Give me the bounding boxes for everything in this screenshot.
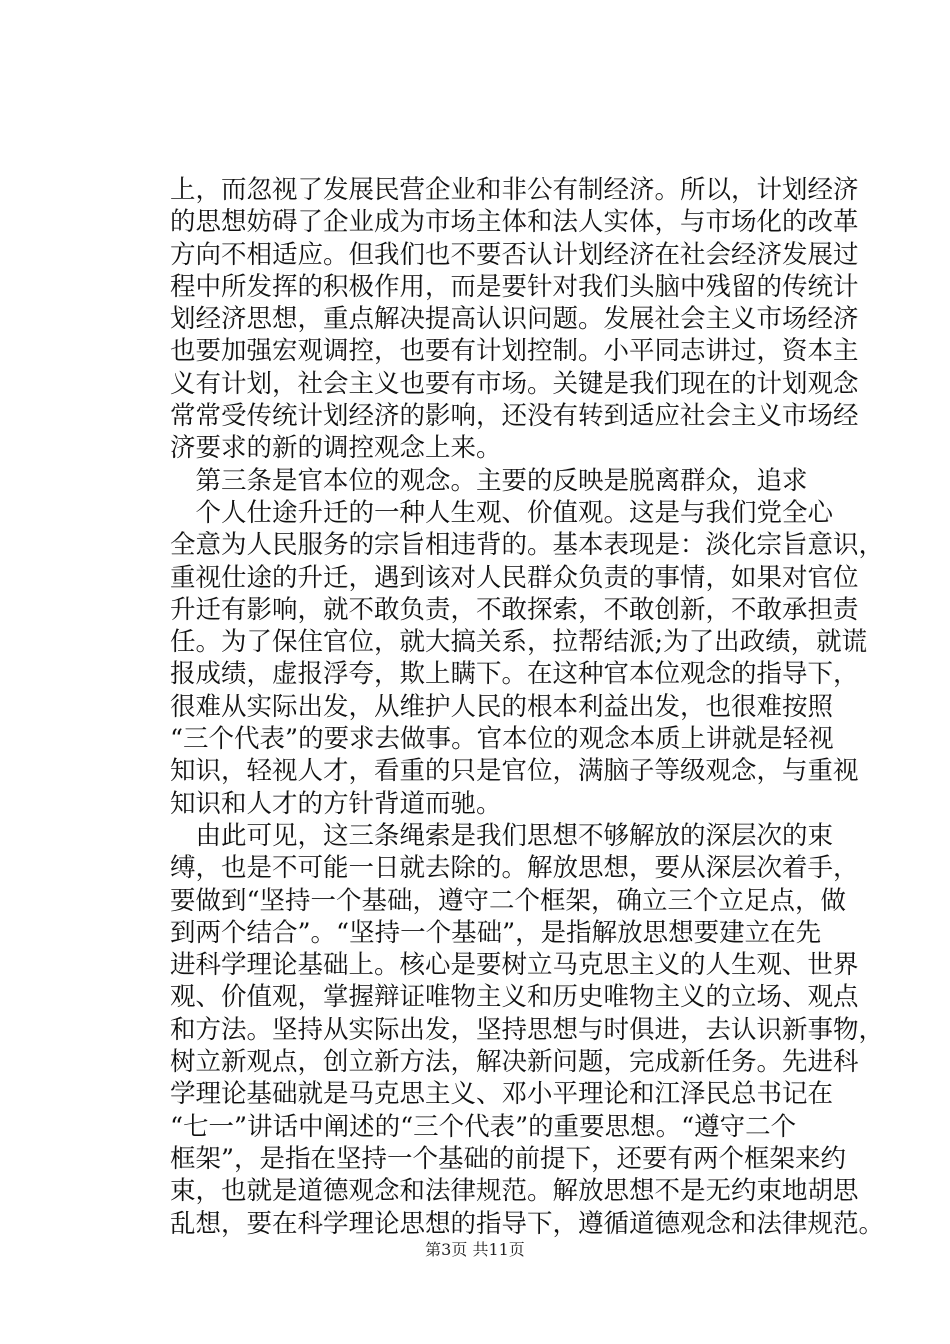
text-line: “三个代表”的要求去做事。官本位的观念本质上讲就是轻视 (170, 724, 834, 755)
text-line: 也要加强宏观调控，也要有计划控制。小平同志讲过，资本主 (170, 336, 859, 367)
text-line: 方向不相适应。但我们也不要否认计划经济在社会经济发展过 (170, 239, 859, 270)
text-line: 上，而忽视了发展民营企业和非公有制经济。所以，计划经济 (170, 175, 859, 205)
text-line: 任。为了保住官位，就大搞关系，拉帮结派;为了出政绩，就谎 (170, 627, 868, 658)
text-line: 重视仕途的升迁，遇到该对人民群众负责的事情，如果对官位 (170, 562, 859, 593)
text-line: 的思想妨碍了企业成为市场主体和法人实体，与市场化的改革 (170, 207, 859, 238)
text-line: 知识，轻视人才，看重的只是官位，满脑子等级观念，与重视 (170, 756, 859, 787)
text-line: 程中所发挥的积极作用，而是要针对我们头脑中残留的传统计 (170, 271, 859, 302)
text-line: 树立新观点，创立新方法，解决新问题，完成新任务。先进科 (170, 1047, 859, 1078)
page-footer: 第3页 共11页 (425, 1240, 525, 1259)
paragraph (170, 820, 885, 1240)
text-line: 升迁有影响，就不敢负责，不敢探索，不敢创新，不敢承担责 (170, 594, 859, 625)
document-body (170, 174, 885, 1240)
text-line: “七一”讲话中阐述的“三个代表”的重要思想。“遵守二个 (170, 1111, 797, 1142)
text-line: 缚，也是不可能一日就去除的。解放思想，要从深层次着手， (170, 853, 859, 884)
text-line: 由此可见，这三条绳索是我们思想不够解放的深层次的束 (170, 820, 834, 851)
text-line: 知识和人才的方针背道而驰。 (170, 788, 502, 819)
text-line: 划经济思想，重点解决提高认识问题。发展社会主义市场经济 (170, 304, 859, 335)
text-line: 学理论基础就是马克思主义、邓小平理论和江泽民总书记在 (170, 1079, 834, 1110)
text-line: 全意为人民服务的宗旨相违背的。基本表现是：淡化宗旨意识， (170, 530, 885, 561)
text-line: 报成绩，虚报浮夸，欺上瞒下。在这种官本位观念的指导下， (170, 659, 859, 690)
text-line: 束，也就是道德观念和法律规范。解放思想不是无约束地胡思 (170, 1176, 859, 1207)
text-line: 要做到“坚持一个基础，遵守二个框架，确立三个立足点，做 (170, 885, 847, 916)
text-line: 进科学理论基础上。核心是要树立马克思主义的人生观、世界 (170, 950, 859, 981)
text-line: 框架”，是指在坚持一个基础的前提下，还要有两个框架来约 (170, 1143, 847, 1174)
text-line: 乱想，要在科学理论思想的指导下，遵循道德观念和法律规范。 (170, 1208, 885, 1239)
text-line: 个人仕途升迁的一种人生观、价值观。这是与我们党全心 (170, 497, 834, 528)
text-line: 到两个结合”。“坚持一个基础”，是指解放思想要建立在先 (170, 917, 822, 948)
paragraph (170, 465, 808, 497)
text-line: 义有计划，社会主义也要有市场。关键是我们现在的计划观念 (170, 368, 859, 399)
paragraph (170, 497, 885, 820)
text-line: 很难从实际出发，从维护人民的根本利益出发，也很难按照 (170, 691, 834, 722)
text-line: 和方法。坚持从实际出发，坚持思想与时俱进，去认识新事物， (170, 1014, 885, 1045)
text-line: 第三条是官本位的观念。主要的反映是脱离群众，追求 (170, 465, 808, 496)
text-line: 济要求的新的调控观念上来。 (170, 433, 502, 464)
text-line: 观、价值观，掌握辩证唯物主义和历史唯物主义的立场、观点 (170, 982, 859, 1013)
text-line: 常常受传统计划经济的影响，还没有转到适应社会主义市场经 (170, 401, 859, 432)
paragraph (170, 174, 859, 465)
